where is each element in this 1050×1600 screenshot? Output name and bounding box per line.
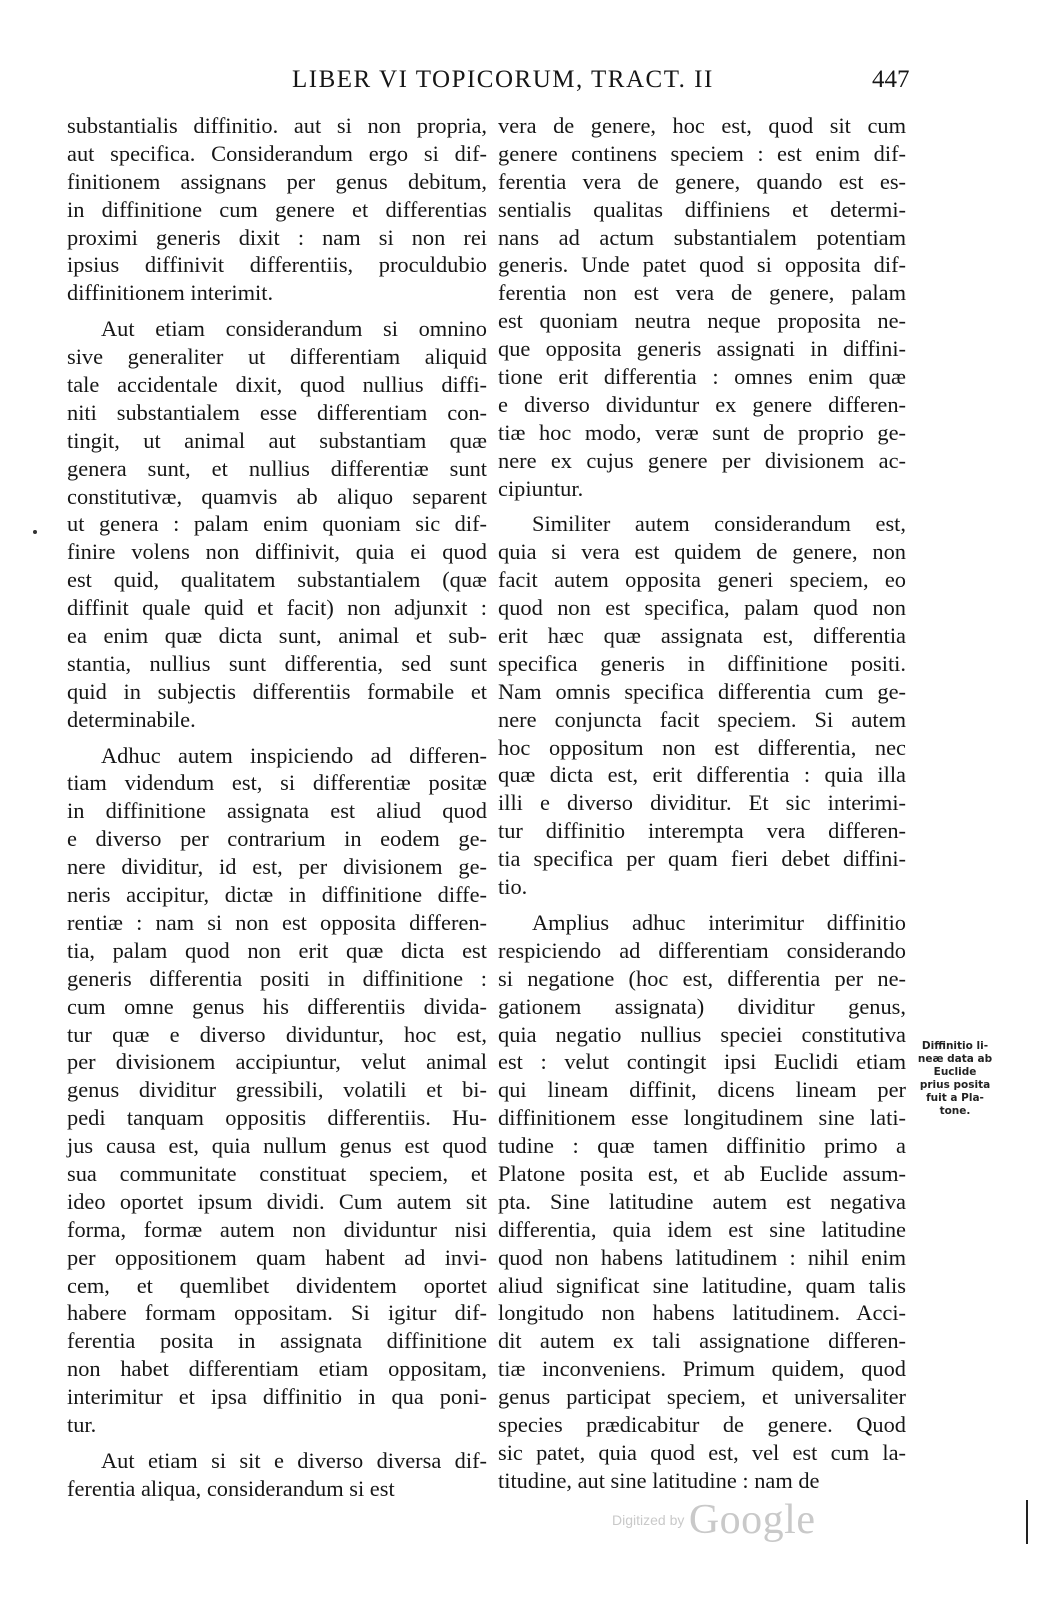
text-line: aut specifica. Considerandum ergo si dif- xyxy=(67,140,487,166)
text-line: quæ dicta est, erit differentia : quia illa xyxy=(498,762,906,788)
text-line: Platone posita est, et ab Euclide assum- xyxy=(498,1160,906,1186)
text-line: sive generaliter ut differentiam aliquid xyxy=(67,344,487,370)
text-line: ferentia vera de genere, quando est es- xyxy=(498,168,906,194)
text-line: Similiter autem considerandum est, xyxy=(532,511,906,537)
text-line: quod non est specifica, palam quod non xyxy=(498,595,906,621)
text-line: genere continens speciem : est enim dif- xyxy=(498,140,906,166)
text-line: finire volens non diffinivit, quia ei quod xyxy=(67,539,487,565)
text-line: jus causa est, quia nullum genus est quod xyxy=(67,1133,487,1159)
text-line: genera sunt, et nullius differentiæ sunt xyxy=(67,455,487,481)
paragraph-gap xyxy=(67,307,487,315)
text-line: facit autem opposita generi speciem, eo xyxy=(498,567,906,593)
text-line: specifica generis in diffinitione positi. xyxy=(498,650,906,676)
text-line: niti substantialem esse differentiam con- xyxy=(67,399,487,425)
text-line: ut genera : palam enim quoniam sic dif- xyxy=(67,511,487,537)
text-line: quod non habens latitudinem : nihil enim xyxy=(498,1244,906,1270)
text-line: ideo oportet ipsum dividi. Cum autem sit xyxy=(67,1188,487,1214)
left-text-column xyxy=(67,112,487,1503)
text-line: genus dividitur gressibili, volatili et bi- xyxy=(67,1077,487,1103)
text-line: species prædicabitur de genere. Quod xyxy=(498,1411,906,1437)
text-line: tiam videndum est, si differentiæ positæ xyxy=(67,770,487,796)
text-line: erit hæc quæ assignata est, differentia xyxy=(498,623,906,649)
paragraph xyxy=(67,315,487,733)
text-line: respiciendo ad differentiam considerando xyxy=(498,937,906,963)
text-line: tale accidentale dixit, quod nullius diffi- xyxy=(67,372,487,398)
text-line: Aut etiam si sit e diverso diversa dif- xyxy=(101,1447,487,1473)
google-logo: Google xyxy=(688,1497,816,1543)
text-line: per divisionem accipiuntur, velut animal xyxy=(67,1049,487,1075)
paragraph-gap xyxy=(498,901,906,909)
text-line: tur quæ e diverso dividuntur, hoc est, xyxy=(67,1021,487,1047)
text-line: finitionem assignans per genus debitum, xyxy=(67,168,487,194)
text-line: habere formam oppositam. Si igitur dif- xyxy=(67,1300,487,1326)
text-line: quia si vera est quidem de genere, non xyxy=(498,539,906,565)
text-line: tudine : quæ tamen diffinitio primo a xyxy=(498,1133,906,1159)
text-line: cem, et quemlibet dividentem oportet xyxy=(67,1272,487,1298)
text-line: ferentia posita in assignata diffinitione xyxy=(67,1328,487,1354)
page-header xyxy=(0,66,1050,106)
text-line: qui lineam diffinit, dicens lineam per xyxy=(498,1077,906,1103)
text-line: titudine, aut sine latitudine : nam de xyxy=(498,1467,820,1493)
text-line: pedi tanquam oppositis differentiis. Hu- xyxy=(67,1105,487,1131)
text-line: nere dividitur, id est, per divisionem ge- xyxy=(67,854,487,880)
text-line: proximi generis dixit : nam si non rei xyxy=(67,224,487,250)
marginal-note xyxy=(915,1040,995,1118)
text-line: est quid, qualitatem substantialem (quæ xyxy=(67,567,487,593)
text-line: forma, formæ autem non dividuntur nisi xyxy=(67,1216,487,1242)
paragraph xyxy=(67,112,487,307)
paragraph xyxy=(67,1447,487,1503)
digitized-by-watermark xyxy=(612,1496,815,1544)
text-line: quia negatio nullius speciei constitutiva xyxy=(498,1021,906,1047)
text-line: ferentia non est vera de genere, palam xyxy=(498,280,906,306)
digitized-by-label: Digitized by xyxy=(612,1512,685,1528)
paragraph-gap xyxy=(67,1439,487,1447)
text-line: per oppositionem quam habent ad invi- xyxy=(67,1244,487,1270)
text-line: neris accipitur, dictæ in diffinitione diffe- xyxy=(67,882,487,908)
text-line: interimitur et ipsa diffinitio in qua poni- xyxy=(67,1384,487,1410)
right-text-column xyxy=(498,112,906,1495)
text-line: nere ex cujus genere per divisionem ac- xyxy=(498,447,906,473)
text-line: tione erit differentia : omnes enim quæ xyxy=(498,364,906,390)
text-line: in diffinitione cum genere et differentias xyxy=(67,196,487,222)
text-line: tingit, ut animal aut substantiam quæ xyxy=(67,427,487,453)
text-line: Nam omnis specifica differentia cum ge- xyxy=(498,678,906,704)
text-line: illi e diverso dividitur. Et sic interimi- xyxy=(498,790,906,816)
paragraph-gap xyxy=(67,734,487,742)
text-line: dit autem ex tali assignatione differen- xyxy=(498,1328,906,1354)
marginal-note-line: fuit a Pla- xyxy=(926,1092,984,1104)
text-line: longitudo non habens latitudinem. Acci- xyxy=(498,1300,906,1326)
text-line: diffinitionem interimit. xyxy=(67,280,274,306)
text-line: aliud significat sine latitudine, quam talis xyxy=(498,1272,906,1298)
marginal-note-line: Diffinitio li- xyxy=(921,1040,989,1052)
marginal-note-line: neæ data ab xyxy=(917,1053,993,1065)
text-line: tia specifica per quam fieri debet diffini- xyxy=(498,846,906,872)
paragraph-gap xyxy=(498,502,906,510)
text-line: in diffinitione assignata est aliud quod xyxy=(67,798,487,824)
text-line: gationem assignata) dividitur genus, xyxy=(498,993,906,1019)
text-line: si negatione (hoc est, differentia per ne- xyxy=(498,965,906,991)
text-line: tiæ inconveniens. Primum quidem, quod xyxy=(498,1356,906,1382)
page-edge-mark xyxy=(1026,1500,1028,1544)
text-line: cipiuntur. xyxy=(498,475,584,501)
text-line: sua communitate constituat speciem, et xyxy=(67,1160,487,1186)
paragraph xyxy=(67,742,487,1439)
page-number: 447 xyxy=(872,66,910,93)
text-line: nere conjuncta facit speciem. Si autem xyxy=(498,706,906,732)
text-line: e diverso per contrarium in eodem ge- xyxy=(67,826,487,852)
paragraph xyxy=(498,510,906,900)
text-line: ea enim quæ dicta sunt, animal et sub- xyxy=(67,623,487,649)
text-line: differentia, quia idem est sine latitudine xyxy=(498,1216,906,1242)
text-line: non habet differentiam etiam oppositam, xyxy=(67,1356,487,1382)
text-line: Amplius adhuc interimitur diffinitio xyxy=(532,909,906,935)
marginal-note-line: tone. xyxy=(939,1105,971,1117)
text-line: ferentia aliqua, considerandum si est xyxy=(67,1475,395,1501)
text-line: stantia, nullius sunt differentia, sed sunt xyxy=(67,650,487,676)
text-line: ipsius diffinivit differentiis, proculdubio xyxy=(67,252,487,278)
text-line: generis differentia positi in diffinitione : xyxy=(67,965,487,991)
text-line: cum omne genus his differentiis divida- xyxy=(67,993,487,1019)
marginal-note-line: prius posita xyxy=(919,1079,991,1091)
text-line: sentialis qualitas diffiniens et determi- xyxy=(498,196,906,222)
text-line: sic patet, quia quod est, vel est cum la- xyxy=(498,1439,906,1465)
text-line: generis. Unde patet quod si opposita dif- xyxy=(498,252,906,278)
text-line: pta. Sine latitudine autem est negativa xyxy=(498,1188,906,1214)
text-line: genus participat speciem, et universaliter xyxy=(498,1384,906,1410)
paragraph xyxy=(498,112,906,502)
text-line: e diverso dividuntur ex genere differen- xyxy=(498,391,906,417)
text-line: tur diffinitio interempta vera differen- xyxy=(498,818,906,844)
text-line: diffinit quale quid et facit) non adjunxit : xyxy=(67,595,487,621)
text-line: tia, palam quod non erit quæ dicta est xyxy=(67,937,487,963)
text-line: vera de genere, hoc est, quod sit cum xyxy=(498,113,906,138)
marginal-note-line: Euclide xyxy=(933,1066,977,1078)
text-line: substantialis diffinitio. aut si non propria, xyxy=(67,113,487,138)
text-line: tio. xyxy=(498,874,528,900)
text-line: tiæ hoc modo, veræ sunt de proprio ge- xyxy=(498,419,906,445)
text-line: hoc oppositum non est differentia, nec xyxy=(498,734,906,760)
text-line: quid in subjectis differentiis formabile et xyxy=(67,678,487,704)
text-line: constitutivæ, quamvis ab aliquo separent xyxy=(67,483,487,509)
text-line: rentiæ : nam si non est opposita differen- xyxy=(67,909,487,935)
text-line: que opposita generis assignati in diffini- xyxy=(498,336,906,362)
text-line: est : velut contingit ipsi Euclidi etiam xyxy=(498,1049,906,1075)
text-line: diffinitionem esse longitudinem sine lati- xyxy=(498,1105,906,1131)
text-line: determinabile. xyxy=(67,706,196,732)
text-line: tur. xyxy=(67,1411,97,1437)
text-line: Aut etiam considerandum si omnino xyxy=(101,316,487,342)
text-line: est quoniam neutra neque proposita ne- xyxy=(498,308,906,334)
text-line: Adhuc autem inspiciendo ad differen- xyxy=(101,742,487,768)
ink-speck xyxy=(33,530,37,534)
text-line: nans ad actum substantialem potentiam xyxy=(498,224,906,250)
running-title: LIBER VI TOPICORUM, TRACT. II xyxy=(292,66,714,93)
paragraph xyxy=(498,909,906,1495)
